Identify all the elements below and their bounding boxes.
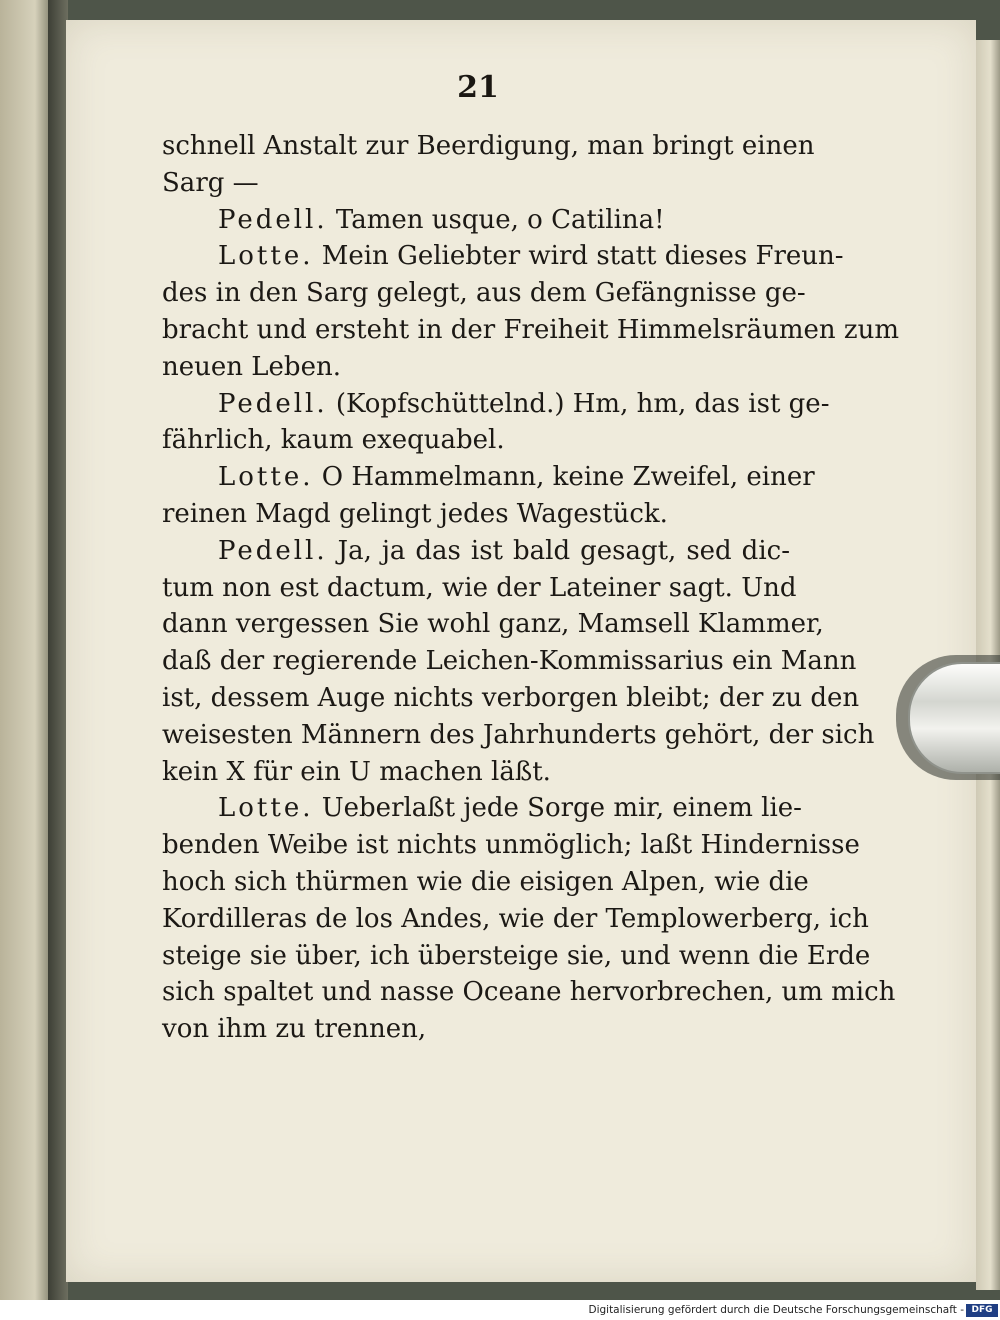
- line-text: benden Weibe ist nichts unmöglich; laßt Hindernisse: [162, 830, 860, 861]
- text-line: [162, 312, 899, 349]
- text-line: [162, 974, 896, 1011]
- text-line: [162, 128, 815, 165]
- book-gutter: [48, 0, 68, 1300]
- line-text: steige sie über, ich übersteige sie, und wenn die Erde: [162, 940, 871, 971]
- line-text: dann vergessen Sie wohl ganz, Mamsell Klammer,: [162, 609, 824, 640]
- line-text: Tamen usque, o Catilina!: [327, 204, 665, 235]
- text-line: [162, 533, 790, 570]
- line-text: schnell Anstalt zur Beerdigung, man bringt einen: [162, 131, 815, 161]
- line-text: Mein Geliebter wird statt dieses Freun-: [313, 241, 844, 272]
- line-text: des in den Sarg gelegt, aus dem Gefängnisse ge-: [162, 278, 806, 309]
- line-text: bracht und ersteht in der Freiheit Himmelsräumen zum: [162, 314, 899, 345]
- digitization-credit: Digitalisierung gefördert durch die Deutsche Forschungsgemeinschaft -: [588, 1304, 964, 1316]
- text-line: [162, 864, 809, 901]
- line-text: sich spaltet und nasse Oceane hervorbrechen, um mich: [162, 977, 896, 1008]
- text-line: [162, 1011, 790, 1048]
- text-line: [162, 496, 790, 533]
- speaker-name: Pedell.: [218, 388, 328, 419]
- line-text: reinen Magd gelingt jedes Wagestück.: [162, 498, 668, 529]
- line-text: Kordilleras de los Andes, wie der Templowerberg, ich: [162, 903, 869, 934]
- line-text: O Hammelmann, keine Zweifel, einer: [313, 462, 815, 493]
- line-text: hoch sich thürmen wie die eisigen Alpen, wie die: [162, 866, 809, 897]
- speaker-name: Lotte.: [218, 241, 314, 272]
- dfg-logo: DFG: [966, 1304, 998, 1317]
- line-text: ist, dessem Auge nichts verborgen bleibt; der zu den: [162, 682, 860, 713]
- line-text: Ja, ja das ist bald gesagt, sed dic-: [327, 535, 790, 566]
- text-line: [162, 827, 860, 864]
- line-text: kein X für ein U machen läßt.: [162, 756, 551, 787]
- line-text: weisesten Männern des Jahrhunderts gehört, der sich: [162, 719, 875, 750]
- text-line: [162, 754, 790, 791]
- line-text: (Kopfschüttelnd.) Hm, hm, das ist ge-: [327, 388, 830, 419]
- line-text: Ueberlaßt jede Sorge mir, einem lie-: [313, 793, 802, 824]
- text-line: [162, 349, 790, 386]
- text-line: [162, 202, 790, 239]
- line-text: fährlich, kaum exequabel.: [162, 425, 505, 456]
- text-line: [162, 717, 875, 754]
- text-line: [162, 790, 802, 827]
- text-line: [162, 643, 857, 680]
- line-text: Sarg —: [162, 167, 259, 198]
- previous-page-edge: [0, 0, 50, 1300]
- page-number: 21: [457, 70, 499, 105]
- speaker-name: Lotte.: [218, 793, 314, 824]
- text-line: [162, 238, 844, 275]
- speaker-name: Pedell.: [218, 204, 328, 235]
- speaker-name: Lotte.: [218, 462, 314, 493]
- text-line: [162, 422, 790, 459]
- page-text: [162, 128, 899, 1048]
- text-line: [162, 459, 815, 496]
- text-line: [162, 606, 824, 643]
- text-line: [162, 570, 797, 607]
- line-text: neuen Leben.: [162, 351, 341, 382]
- text-line: [162, 680, 860, 717]
- line-text: von ihm zu trennen,: [162, 1014, 427, 1045]
- line-text: daß der regierende Leichen-Kommissarius ein Mann: [162, 646, 857, 677]
- speaker-name: Pedell.: [218, 535, 328, 566]
- text-line: [162, 901, 869, 938]
- text-line: [162, 938, 871, 975]
- text-line: [162, 165, 790, 202]
- text-line: [162, 275, 806, 312]
- text-line: [162, 386, 830, 423]
- line-text: tum non est dactum, wie der Lateiner sagt. Und: [162, 572, 797, 603]
